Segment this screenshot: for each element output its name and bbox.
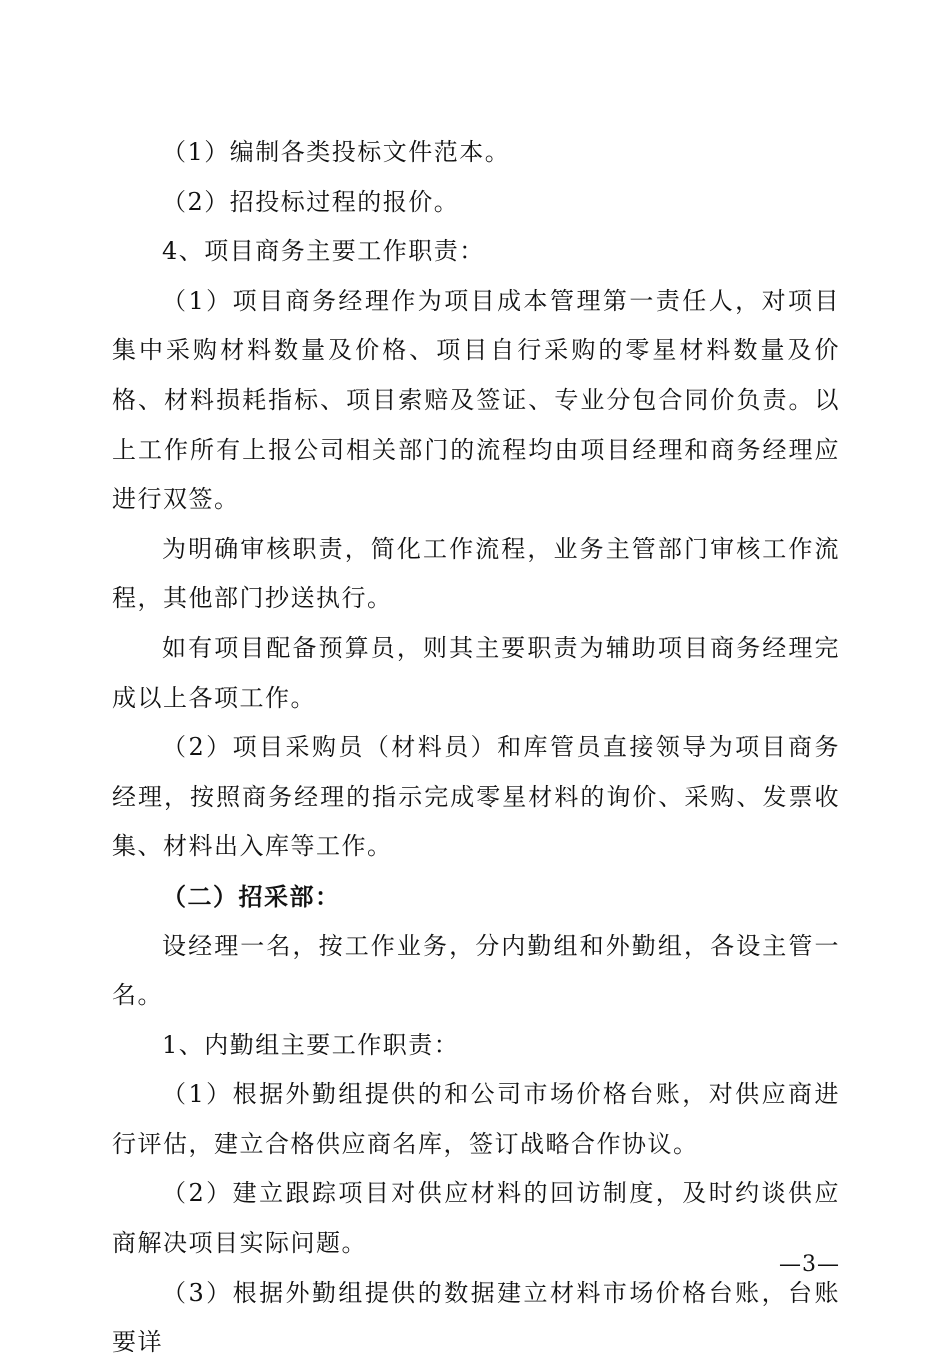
paragraph-2: （2）招投标过程的报价。 [162, 187, 460, 216]
paragraph-12: （2）建立跟踪项目对供应材料的回访制度，及时约谈供应商解决项目实际问题。 [112, 1179, 840, 1258]
paragraph-1: （1）编制各类投标文件范本。 [162, 138, 511, 166]
document-body [112, 128, 840, 1368]
paragraph-5: 为明确审核职责，简化工作流程，业务主管部门审核工作流程，其他部门抄送执行。 [112, 534, 840, 613]
paragraph-13: （3）根据外勤组提供的数据建立材料市场价格台账，台账要详 [112, 1278, 840, 1357]
paragraph-10: 1、内勤组主要工作职责： [162, 1030, 460, 1059]
paragraph-9: 设经理一名，按工作业务，分内勤组和外勤组，各设主管一名。 [112, 931, 840, 1010]
paragraph-4: （1）项目商务经理作为项目成本管理第一责任人，对项目集中采购材料数量及价格、项目自行采购的零星材料数量及价格、材料损耗指标、项目索赔及签证、专业分包合同价负责。以上工作所有上报公司相关部门的流程均由项目经理和商务经理应进行双签。 [112, 286, 840, 514]
section-heading: （二）招采部： [162, 881, 341, 911]
paragraph-11: （1）根据外勤组提供的和公司市场价格台账，对供应商进行评估，建立合格供应商名库，签订战略合作协议。 [112, 1080, 840, 1158]
paragraph-7: （2）项目采购员（材料员）和库管员直接领导为项目商务经理，按照商务经理的指示完成零星材料的询价、采购、发票收集、材料出入库等工作。 [112, 733, 840, 861]
page-number: —3— [779, 1252, 840, 1277]
paragraph-6: 如有项目配备预算员，则其主要职责为辅助项目商务经理完成以上各项工作。 [112, 633, 840, 712]
paragraph-3: 4、项目商务主要工作职责： [162, 237, 485, 266]
